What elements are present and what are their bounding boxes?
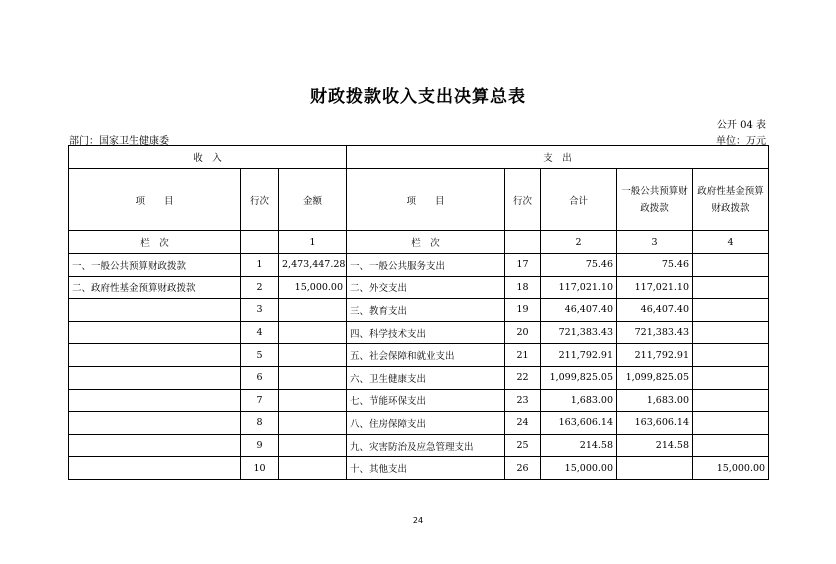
expense-line-cell: 17 (505, 254, 541, 277)
income-amount-cell (279, 344, 347, 367)
general-budget-cell: 75.46 (617, 254, 693, 277)
income-amount-cell (279, 299, 347, 322)
income-line-cell: 10 (241, 457, 279, 480)
income-line-cell: 6 (241, 366, 279, 389)
table-row (69, 389, 769, 412)
table-row (69, 457, 769, 480)
expense-line-cell: 23 (505, 389, 541, 412)
fund-budget-cell: 15,000.00 (693, 457, 769, 480)
general-budget-cell: 214.58 (617, 434, 693, 457)
table-row (69, 254, 769, 277)
total-cell: 1,099,825.05 (541, 366, 617, 389)
fund-budget-header: 政府性基金预算财政拨款 (693, 169, 769, 231)
income-amount-cell (279, 389, 347, 412)
fund-budget-cell (693, 344, 769, 367)
general-budget-cell: 163,606.14 (617, 412, 693, 435)
table-row (69, 299, 769, 322)
total-cell: 15,000.00 (541, 457, 617, 480)
fund-budget-cell (693, 299, 769, 322)
income-line-cell: 3 (241, 299, 279, 322)
total-cell: 214.58 (541, 434, 617, 457)
income-item-cell (69, 457, 241, 480)
income-line-cell: 2 (241, 276, 279, 299)
column-index-1: 1 (279, 231, 347, 254)
income-item-cell: 二、政府性基金预算财政拨款 (69, 276, 241, 299)
column-index-4: 4 (693, 231, 769, 254)
income-item-cell (69, 299, 241, 322)
total-cell: 1,683.00 (541, 389, 617, 412)
income-line-cell: 1 (241, 254, 279, 277)
general-budget-cell: 46,407.40 (617, 299, 693, 322)
total-cell: 163,606.14 (541, 412, 617, 435)
income-amount-header: 金额 (279, 169, 347, 231)
income-line-cell: 5 (241, 344, 279, 367)
income-amount-cell (279, 412, 347, 435)
fund-budget-cell (693, 389, 769, 412)
form-number: 公开 04 表 (716, 120, 766, 131)
expense-item-cell: 九、灾害防治及应急管理支出 (347, 434, 505, 457)
income-item-cell (69, 366, 241, 389)
general-budget-cell (617, 457, 693, 480)
column-index-cell (241, 231, 279, 254)
expense-line-cell: 21 (505, 344, 541, 367)
income-line-cell: 9 (241, 434, 279, 457)
expense-item-cell: 五、社会保障和就业支出 (347, 344, 505, 367)
expense-line-cell: 19 (505, 299, 541, 322)
expense-line-cell: 25 (505, 434, 541, 457)
income-amount-cell (279, 321, 347, 344)
income-amount-cell: 2,473,447.28 (279, 254, 347, 277)
expense-line-cell: 18 (505, 276, 541, 299)
total-cell: 117,021.10 (541, 276, 617, 299)
fund-budget-cell (693, 366, 769, 389)
expense-line-cell: 26 (505, 457, 541, 480)
page-number: 24 (412, 516, 424, 525)
income-header: 收 入 (69, 146, 347, 169)
expense-line-cell: 22 (505, 366, 541, 389)
income-line-header: 行次 (241, 169, 279, 231)
fund-budget-cell (693, 254, 769, 277)
column-index-2: 2 (541, 231, 617, 254)
expense-item-cell: 十、其他支出 (347, 457, 505, 480)
expense-header: 支 出 (347, 146, 769, 169)
total-cell: 211,792.91 (541, 344, 617, 367)
total-cell: 75.46 (541, 254, 617, 277)
general-budget-cell: 721,383.43 (617, 321, 693, 344)
income-amount-cell (279, 434, 347, 457)
column-index-label: 栏 次 (347, 231, 505, 254)
table-row (69, 412, 769, 435)
expense-line-cell: 24 (505, 412, 541, 435)
column-index-label: 栏 次 (69, 231, 241, 254)
total-header: 合计 (541, 169, 617, 231)
general-budget-cell: 1,099,825.05 (617, 366, 693, 389)
income-line-cell: 7 (241, 389, 279, 412)
expense-item-cell: 三、教育支出 (347, 299, 505, 322)
expense-item-cell: 二、外交支出 (347, 276, 505, 299)
unit-label: 单位：万元 (716, 136, 766, 147)
expense-item-cell: 四、科学技术支出 (347, 321, 505, 344)
expense-item-cell: 八、住房保障支出 (347, 412, 505, 435)
fund-budget-cell (693, 412, 769, 435)
fund-budget-cell (693, 276, 769, 299)
general-budget-header: 一般公共预算财政拨款 (617, 169, 693, 231)
expense-item-cell: 一、一般公共服务支出 (347, 254, 505, 277)
column-index-3: 3 (617, 231, 693, 254)
fund-budget-cell (693, 321, 769, 344)
fund-budget-cell (693, 434, 769, 457)
income-amount-cell (279, 457, 347, 480)
general-budget-cell: 117,021.10 (617, 276, 693, 299)
budget-table (68, 145, 769, 480)
income-item-cell (69, 321, 241, 344)
table-row (69, 276, 769, 299)
expense-line-header: 行次 (505, 169, 541, 231)
column-index-cell (505, 231, 541, 254)
expense-item-cell: 六、卫生健康支出 (347, 366, 505, 389)
income-item-cell (69, 344, 241, 367)
general-budget-cell: 211,792.91 (617, 344, 693, 367)
table-row (69, 366, 769, 389)
general-budget-cell: 1,683.00 (617, 389, 693, 412)
income-item-cell (69, 434, 241, 457)
department-label: 部门：国家卫生健康委 (69, 136, 169, 147)
expense-line-cell: 20 (505, 321, 541, 344)
page-title: 财政拨款收入支出决算总表 (310, 87, 526, 107)
income-line-cell: 4 (241, 321, 279, 344)
table-row (69, 344, 769, 367)
expense-item-cell: 七、节能环保支出 (347, 389, 505, 412)
income-amount-cell: 15,000.00 (279, 276, 347, 299)
income-item-header: 项 目 (69, 169, 241, 231)
income-item-cell (69, 412, 241, 435)
total-cell: 46,407.40 (541, 299, 617, 322)
total-cell: 721,383.43 (541, 321, 617, 344)
income-item-cell (69, 389, 241, 412)
income-item-cell: 一、一般公共预算财政拨款 (69, 254, 241, 277)
table-row (69, 321, 769, 344)
income-line-cell: 8 (241, 412, 279, 435)
table-row (69, 434, 769, 457)
expense-item-header: 项 目 (347, 169, 505, 231)
income-amount-cell (279, 366, 347, 389)
